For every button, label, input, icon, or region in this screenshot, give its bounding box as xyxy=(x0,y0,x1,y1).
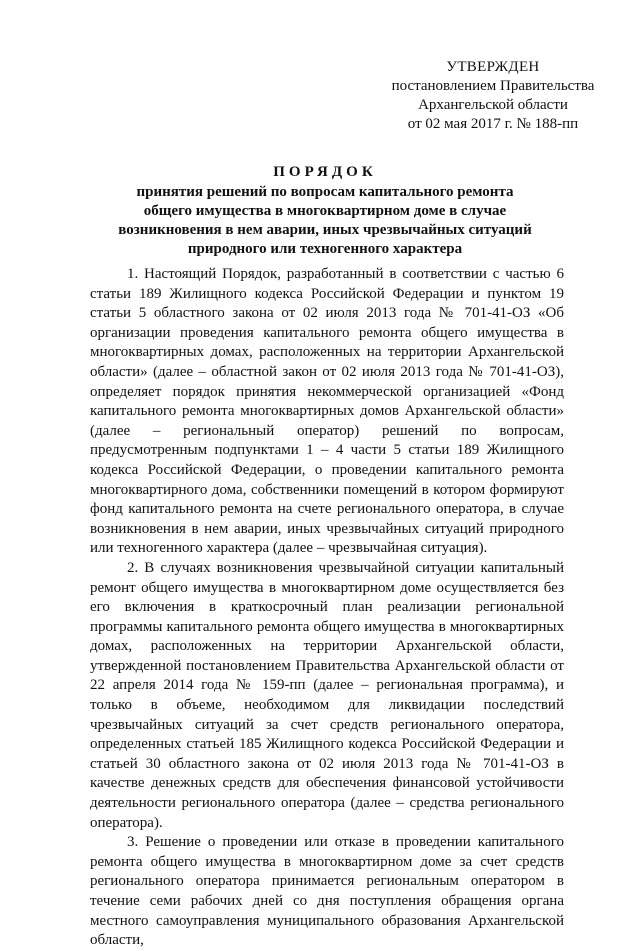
document-title: ПОРЯДОК xyxy=(273,164,377,180)
document-subtitle-line: возникновения в нем аварии, иных чрезвычайных ситуаций xyxy=(118,222,532,238)
paragraph-3: 3. Решение о проведении или отказе в проведении капитального ремонта общего имущества в многоквартирном доме за счет средств регионального оператора принимается региональным оператором в течение семи рабочих дней со дня поступления обращения органа местного самоуправления муниципального образования Архангельской области, xyxy=(90,834,564,949)
approval-line: постановлением Правительства xyxy=(391,78,595,94)
paragraph-2: 2. В случаях возникновения чрезвычайной ситуации капитальный ремонт общего имущества в многоквартирном доме осуществляется без его включения в краткосрочный план реализации региональной программы капитального ремонта общего имущества в многоквартирных домах, расположенных на территории Архангельской области, утвержденной постановлением Правительства Архангельской области от 22 апреля 2014 года № 159-пп (далее – региональная программа), и только в объеме, необходимом для ликвидации последствий чрезвычайных ситуаций за счет средств регионального оператора, определенных статьей 185 Жилищного кодекса Российской Федерации и статьей 30 областного закона от 02 июля 2013 года № 701-41-ОЗ в качестве денежных средств для обеспечения финансовой устойчивости деятельности регионального оператора (далее – средства регионального оператора). xyxy=(90,559,564,831)
approval-line: Архангельской области xyxy=(418,97,568,113)
document-title-block xyxy=(95,163,555,259)
approval-heading: УТВЕРЖДЕН xyxy=(446,59,540,75)
approval-date: от 02 мая 2017 г. № 188-пп xyxy=(407,116,579,132)
paragraph-1: 1. Настоящий Порядок, разработанный в соответствии с частью 6 статьи 189 Жилищного кодекса Российской Федерации и пунктом 19 статьи 5 областного закона от 02 июля 2013 года № 701-41-ОЗ «Об организации проведения капитального ремонта общего имущества в многоквартирных домах, расположенных на территории Архангельской области» (далее – областной закон от 02 июля 2013 года № 701-41-ОЗ), определяет порядок принятия некоммерческой организацией «Фонд капитального ремонта многоквартирных домов Архангельской области» (далее – региональный оператор) решений по вопросам, предусмотренным подпунктами 1 – 4 части 5 статьи 189 Жилищного кодекса Российской Федерации, о проведении капитального ремонта многоквартирного дома, собственники помещений в котором формируют фонд капитального ремонта на счете регионального оператора, в случае возникновения в нем аварии, иных чрезвычайных ситуаций природного или техногенного характера (далее – чрезвычайная ситуация). xyxy=(90,266,564,557)
approval-stamp xyxy=(383,58,603,134)
document-body xyxy=(90,265,564,951)
document-subtitle-line: природного или техногенного характера xyxy=(187,241,463,257)
document-subtitle-line: принятия решений по вопросам капитального ремонта xyxy=(136,184,514,200)
document-subtitle-line: общего имущества в многоквартирном доме в случае xyxy=(143,203,507,219)
